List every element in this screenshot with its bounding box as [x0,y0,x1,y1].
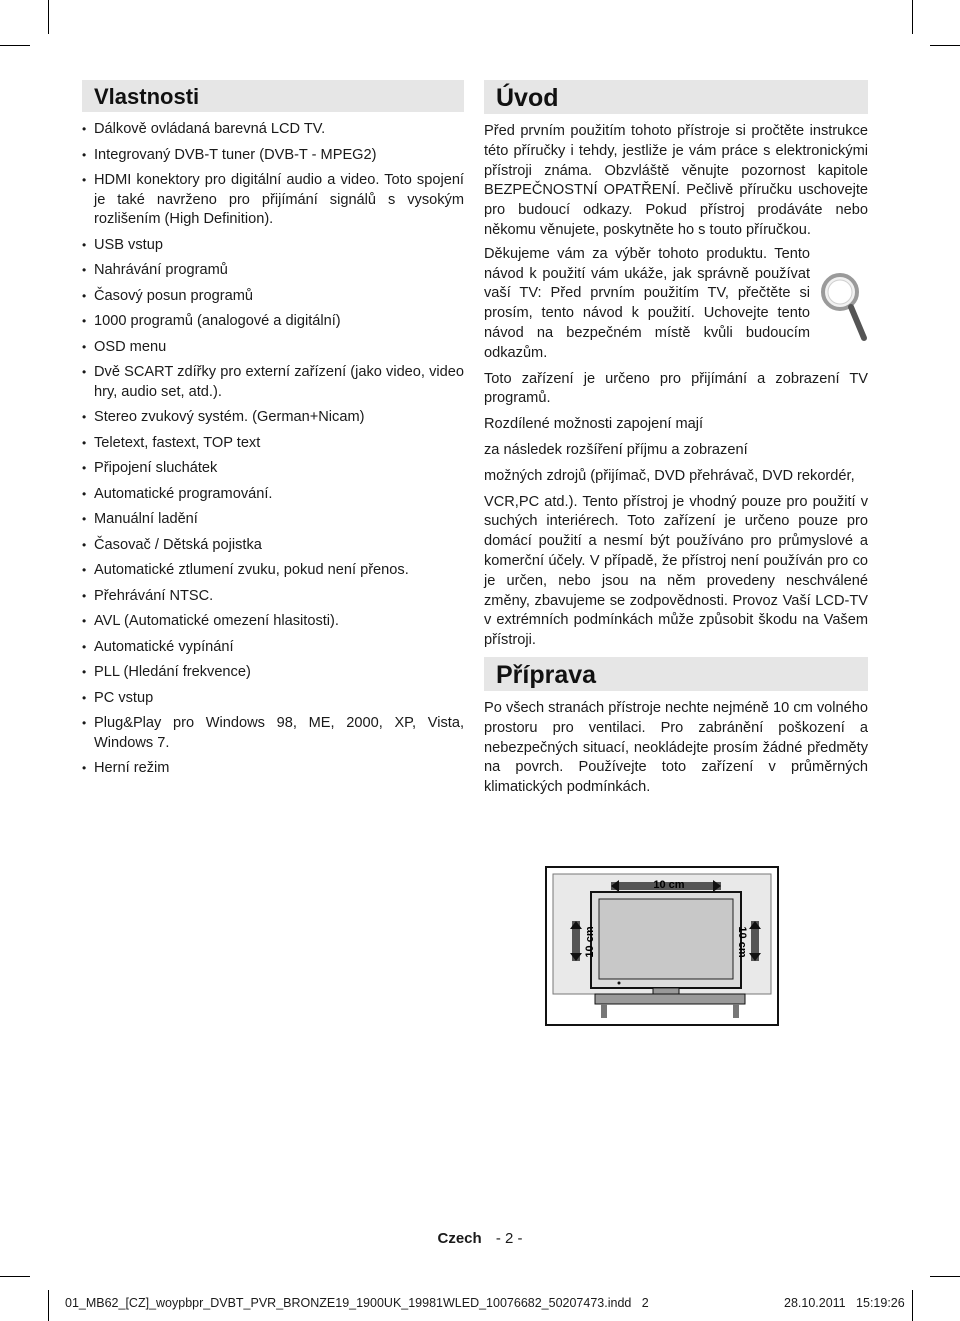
feature-item: • Automatické vypínání [82,638,464,658]
intro-heading: Úvod [484,80,868,114]
feature-item: • PC vstup [82,689,464,709]
feature-item: • Nahrávání programů [82,261,464,281]
feature-item: • USB vstup [82,236,464,256]
features-column [82,80,464,785]
left-clearance-label: 10 cm [584,926,596,958]
purpose-paragraph: Toto zařízení je určeno pro přijímání a zobrazení TV programů. [484,370,868,407]
feature-item: • HDMI konektory pro digitální audio a video. Toto spojení je také navrženo pro přijímání signálů s vysokým rozlišením (High Definition). [82,171,464,230]
preparation-heading: Příprava [484,657,868,691]
footer-language: Czech [437,1230,482,1247]
feature-item: • Manuální ladění [82,510,464,530]
preparation-paragraph: Po všech stranách přístroje nechte nejméně 10 cm volného prostoru pro ventilaci. Pro zabránění poškození a nebezpečných situací, neokládejte prosím žádné předměty na povrch. Používejte toto zařízení v průměrných klimatických podmínkách. [484,699,868,796]
feature-item: • OSD menu [82,338,464,358]
print-slug-file: 01_MB62_[CZ]_woypbpr_DVBT_PVR_BRONZE19_1900UK_19981WLED_10076682_50207473.indd 2 [65,1296,649,1310]
ventilation-diagram [545,866,779,1026]
connection-line: Rozdílené možnosti zapojení mají [484,416,704,433]
right-clearance-label: 10 cm [736,926,748,958]
feature-item: • Plug&Play pro Windows 98, ME, 2000, XP, Vista, Windows 7. [82,714,464,753]
crop-mark [48,1290,49,1321]
usage-paragraph: VCR,PC atd.). Tento přístroj je vhodný pouze pro použití v suchých interiérech. Toto zařízení je určeno pouze pro domácí použití a nesmí být používáno pro průmyslové a komerční účely. V případě, že přístroj není používán pro co je určen, nebo jsou na něm provedeny neschválené změny, zbavujeme se zodpovědnosti. Provoz Vaší LCD-TV v extrémních podmínkách může způsobit škodu na Vašem přístroji. [484,493,868,649]
feature-item: • Integrovaný DVB-T tuner (DVB-T - MPEG2) [82,146,464,166]
crop-mark [930,1276,960,1277]
feature-item: • Teletext, fastext, TOP text [82,434,464,454]
crop-mark [930,45,960,46]
features-heading: Vlastnosti [82,80,464,112]
connection-line: za následek rozšíření příjmu a zobrazení [484,441,748,458]
page-number: - 2 - [495,1230,523,1247]
intro-paragraph: Před prvním použitím tohoto přístroje si pročtěte instrukce této příručky i tehdy, jestliže je vám práce s elektronickými přístroji známa. Obzvláště věnujte pozornost kapitole BEZPEČNOSTNÍ OPATŘENÍ. Pečlivě příručku uschovejte pro budoucí odkazy. Pokud přístroj prodáváte nebo někomu věnujete, poskytněte ho s touto příručkou. [484,123,868,238]
crop-mark [48,0,49,34]
features-list [82,120,464,779]
crop-mark [0,1276,30,1277]
connection-line: možných zdrojů (přijímač, DVD přehrávač, DVD rekordér, [484,467,855,484]
feature-item: • Automatické ztlumení zvuku, pokud není přenos. [82,561,464,581]
feature-item: • Automatické programování. [82,485,464,505]
feature-item: • PLL (Hledání frekvence) [82,663,464,683]
feature-item: • AVL (Automatické omezení hlasitosti). [82,612,464,632]
feature-item: • Připojení sluchátek [82,459,464,479]
feature-item: • Přehrávání NTSC. [82,587,464,607]
magnifier-icon [818,270,870,344]
crop-mark [912,1290,913,1321]
feature-item: • 1000 programů (analogové a digitální) [82,312,464,332]
feature-item: • Stereo zvukový systém. (German+Nicam) [82,408,464,428]
crop-mark [912,0,913,34]
crop-mark [0,45,30,46]
feature-item: • Časovač / Dětská pojistka [82,536,464,556]
thanks-paragraph: Děkujeme vám za výběr tohoto produktu. Tento návod k použití vám ukáže, jak správně používat vaší TV: Před prvním použitím TV, přečtěte si prosím, tento návod k použití. Uchovejte tento návod na bezpečném místě kvůli budoucím odkazům. [484,245,810,361]
feature-item: • Dálkově ovládaná barevná LCD TV. [82,120,464,140]
feature-item: • Časový posun programů [82,287,464,307]
print-slug-datetime: 28.10.2011 15:19:26 [784,1296,905,1310]
feature-item: • Dvě SCART zdířky pro externí zařízení (jako video, video hry, audio set, atd.). [82,363,464,402]
top-clearance-label: 10 cm [653,879,685,891]
feature-item: • Herní režim [82,759,464,779]
page-footer [0,1230,960,1247]
intro-column [484,80,868,802]
